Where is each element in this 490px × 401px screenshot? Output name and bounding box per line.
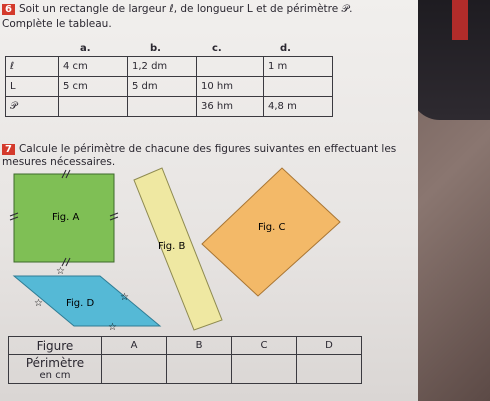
star-mark-icon: ☆ <box>108 322 117 333</box>
answer-cell-c[interactable] <box>232 355 297 384</box>
figure-header: Figure <box>9 337 102 355</box>
exercise-6-number: 6 <box>2 4 15 15</box>
column-header-c: c. <box>212 43 222 54</box>
table-cell[interactable]: 4 cm <box>59 57 128 77</box>
row-label: ℓ <box>6 57 59 77</box>
table-header-a: A <box>102 337 167 355</box>
star-mark-icon: ☆ <box>120 292 129 303</box>
unit-label: en cm <box>39 369 71 381</box>
backpack <box>410 0 490 120</box>
table-row <box>9 355 362 384</box>
exercise-7-text: Calcule le périmètre de chacune des figures suivantes en effectuant les mesures nécessaires. <box>2 143 397 168</box>
table-cell[interactable]: 1,2 dm <box>128 57 197 77</box>
row-label: L <box>6 77 59 97</box>
answer-cell-a[interactable] <box>102 355 167 384</box>
figure-a-label: Fig. A <box>52 212 80 223</box>
answer-cell-d[interactable] <box>297 355 362 384</box>
table-cell[interactable] <box>264 77 333 97</box>
figures-area <box>0 160 418 336</box>
figure-d-label: Fig. D <box>66 298 95 309</box>
table-cell[interactable] <box>59 97 128 117</box>
table-cell[interactable]: 36 hm <box>197 97 264 117</box>
star-mark-icon: ☆ <box>56 266 65 277</box>
table-cell[interactable] <box>128 97 197 117</box>
figure-c-label: Fig. C <box>258 222 286 233</box>
table-cell[interactable]: 10 hm <box>197 77 264 97</box>
exercise-6-table <box>5 56 333 117</box>
perimeter-label: Périmètre <box>25 355 85 370</box>
column-header-a: a. <box>80 43 91 54</box>
exercise-6-instruction <box>2 2 402 31</box>
row-label: 𝒫 <box>6 97 59 117</box>
column-header-b: b. <box>150 43 161 54</box>
exercise-7-table <box>8 336 362 384</box>
table-header-b: B <box>167 337 232 355</box>
exercise-7-number: 7 <box>2 144 15 155</box>
star-mark-icon: ☆ <box>34 298 43 309</box>
table-header-d: D <box>297 337 362 355</box>
table-cell[interactable]: 1 m <box>264 57 333 77</box>
backpack-strap <box>452 0 468 40</box>
table-cell[interactable]: 4,8 m <box>264 97 333 117</box>
exercise-6-text: Soit un rectangle de largeur ℓ, de longueur L et de périmètre 𝒫. Complète le tableau. <box>2 3 353 30</box>
table-cell[interactable]: 5 dm <box>128 77 197 97</box>
table-row <box>6 77 333 97</box>
table-cell[interactable]: 5 cm <box>59 77 128 97</box>
answer-cell-b[interactable] <box>167 355 232 384</box>
table-cell[interactable] <box>197 57 264 77</box>
table-row <box>6 97 333 117</box>
figure-b-label: Fig. B <box>158 241 186 252</box>
table-row <box>6 57 333 77</box>
table-row <box>9 337 362 355</box>
table-header-c: C <box>232 337 297 355</box>
column-header-d: d. <box>280 43 291 54</box>
perimeter-row-label <box>9 355 102 384</box>
